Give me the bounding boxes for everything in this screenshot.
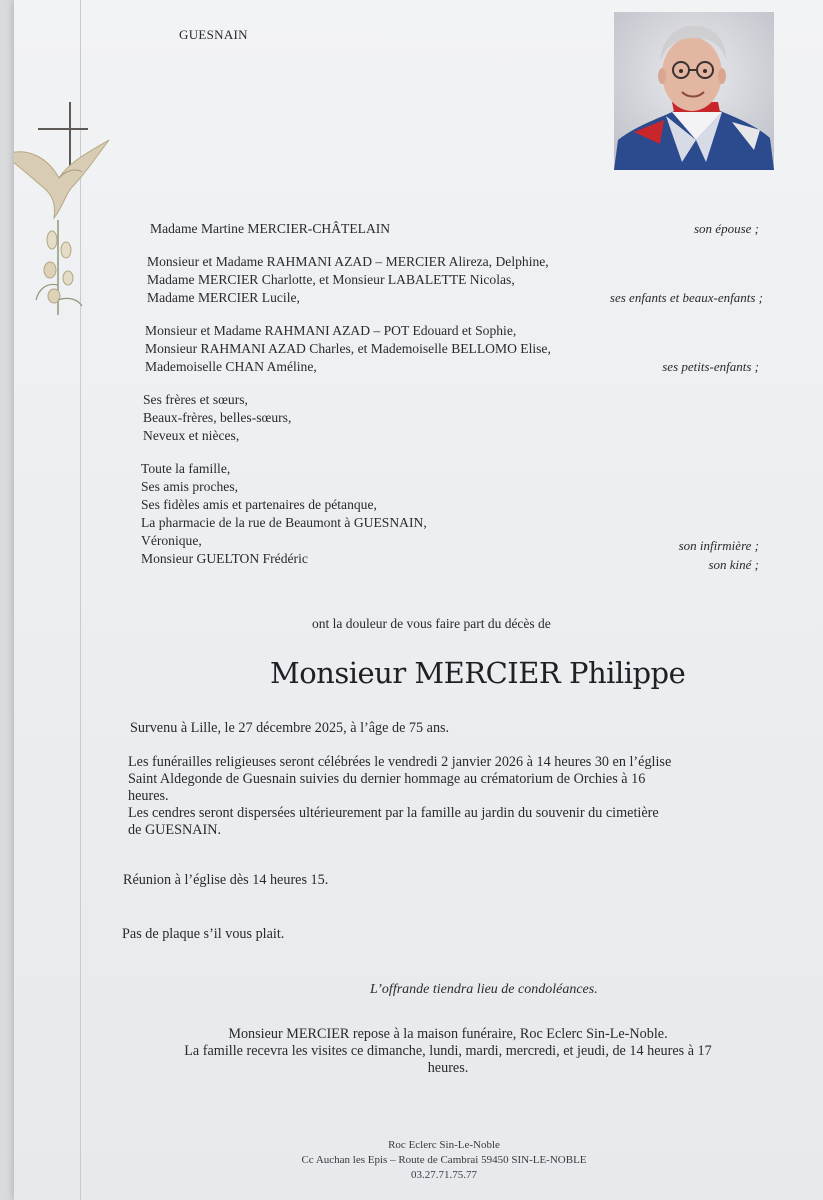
footer-company: Roc Eclerc Sin-Le-Noble bbox=[388, 1139, 500, 1151]
announcement: ont la douleur de vous faire part du décès de bbox=[312, 616, 551, 631]
family-line: Beaux-frères, belles-sœurs, bbox=[143, 410, 292, 425]
deceased-name: Monsieur MERCIER Philippe bbox=[270, 656, 686, 690]
family-line: Ses frères et sœurs, bbox=[143, 392, 248, 407]
death-details: Survenu à Lille, le 27 décembre 2025, à l’âge de 75 ans. bbox=[130, 720, 450, 736]
funeral-line: Saint Aldegonde de Guesnain suivies du dernier hommage au crématorium de Orchies à 16 bbox=[128, 771, 646, 787]
family-line: Monsieur GUELTON Frédéric bbox=[141, 551, 308, 566]
role-nurse: son infirmière ; bbox=[678, 538, 759, 553]
family-line: Toute la famille, bbox=[141, 461, 231, 476]
portrait-photo bbox=[614, 12, 774, 170]
family-spouse bbox=[150, 220, 390, 238]
funeral-line: Les funérailles religieuses seront célébrées le vendredi 2 janvier 2026 à 14 heures 30 en l’église bbox=[128, 754, 672, 770]
no-plaque-note: Pas de plaque s’il vous plait. bbox=[122, 926, 285, 942]
role-spouse: son épouse ; bbox=[694, 221, 759, 236]
family-line: Madame Martine MERCIER-CHÂTELAIN bbox=[150, 221, 391, 236]
family-line: Madame MERCIER Charlotte, et Monsieur LABALETTE Nicolas, bbox=[147, 272, 515, 287]
family-line: Monsieur et Madame RAHMANI AZAD – POT Edouard et Sophie, bbox=[145, 323, 517, 338]
ashes-line: de GUESNAIN. bbox=[128, 822, 221, 838]
footer-address: Cc Auchan les Epis – Route de Cambrai 59450 SIN-LE-NOBLE bbox=[301, 1154, 587, 1166]
family-siblings bbox=[143, 391, 291, 445]
role-children: ses enfants et beaux-enfants ; bbox=[609, 290, 763, 305]
family-children bbox=[147, 253, 549, 307]
meeting-details: Réunion à l’église dès 14 heures 15. bbox=[123, 872, 329, 888]
family-grandchildren bbox=[145, 322, 551, 376]
offering-note: L’offrande tiendra lieu de condoléances. bbox=[370, 982, 598, 997]
role-physio: son kiné ; bbox=[708, 557, 759, 572]
family-line: Ses fidèles amis et partenaires de pétanque, bbox=[141, 497, 377, 512]
funeral-line: heures. bbox=[128, 788, 169, 804]
family-line: Mademoiselle CHAN Améline, bbox=[145, 359, 317, 374]
footer-phone: 03.27.71.75.77 bbox=[411, 1169, 477, 1181]
visitation-line: La famille recevra les visites ce dimanche, lundi, mardi, mercredi, et jeudi, de 14 heures à 17 bbox=[184, 1043, 712, 1059]
family-line: Neveux et nièces, bbox=[143, 428, 240, 443]
cross-dove-icon bbox=[14, 100, 124, 320]
family-line: La pharmacie de la rue de Beaumont à GUESNAIN, bbox=[141, 515, 427, 530]
visitation-line: heures. bbox=[427, 1060, 469, 1076]
ashes-line: Les cendres seront dispersées ultérieurement par la famille au jardin du souvenir du cimetière bbox=[128, 805, 659, 821]
family-line: Madame MERCIER Lucile, bbox=[147, 290, 300, 305]
family-line: Véronique, bbox=[141, 533, 202, 548]
family-friends bbox=[141, 460, 427, 568]
family-line: Ses amis proches, bbox=[141, 479, 239, 494]
funeral-home-footer bbox=[244, 1138, 644, 1183]
family-line: Monsieur et Madame RAHMANI AZAD – MERCIER Alireza, Delphine, bbox=[147, 254, 549, 269]
funeral-details bbox=[128, 754, 774, 839]
family-line: Monsieur RAHMANI AZAD Charles, et Mademoiselle BELLOMO Elise, bbox=[145, 341, 551, 356]
obituary-notice bbox=[14, 0, 823, 1200]
visitation-line: Monsieur MERCIER repose à la maison funéraire, Roc Eclerc Sin-Le-Noble. bbox=[228, 1026, 668, 1042]
visitation-details bbox=[118, 1026, 778, 1077]
header-town: GUESNAIN bbox=[179, 27, 248, 42]
role-grandchildren: ses petits-enfants ; bbox=[662, 359, 759, 374]
